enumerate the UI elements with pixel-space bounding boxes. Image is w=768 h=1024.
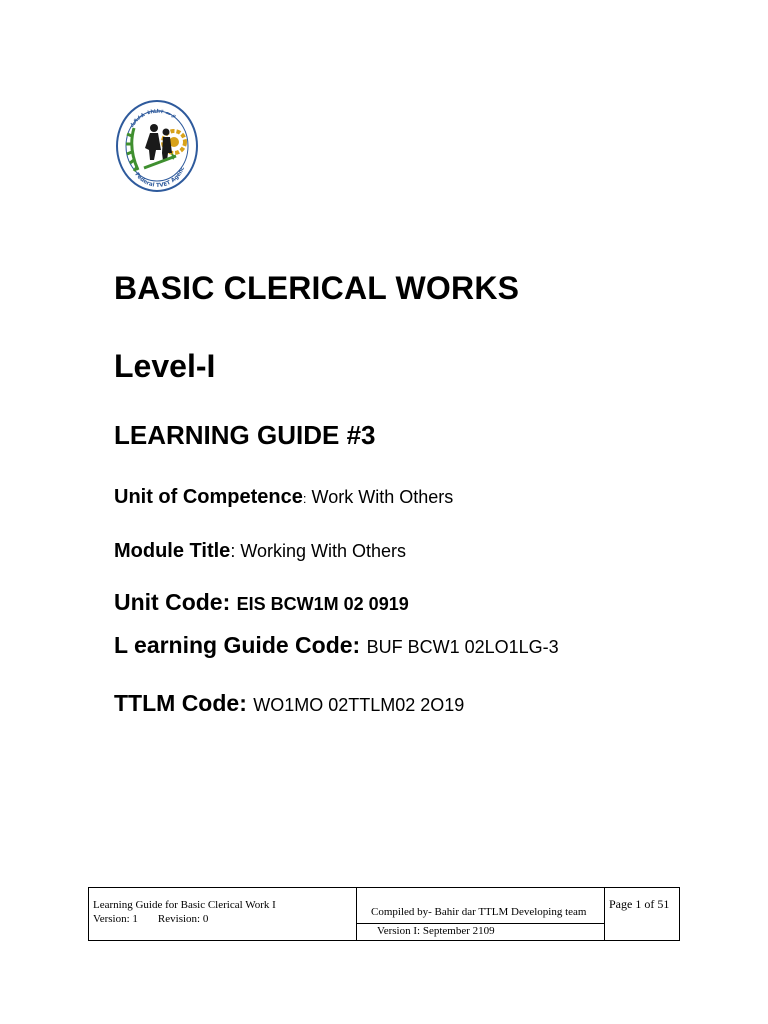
unit-of-competence-row bbox=[114, 486, 453, 509]
ttlm-code-row bbox=[114, 690, 464, 717]
module-title-value: Working With Others bbox=[235, 541, 407, 561]
footer-version-line bbox=[93, 912, 356, 926]
footer-page-cell bbox=[605, 888, 679, 940]
footer-version-date: Version I: September 2109 bbox=[377, 925, 495, 937]
footer-version-date-cell bbox=[357, 924, 605, 940]
footer-compiled-by-cell bbox=[357, 888, 605, 924]
footer-left-cell bbox=[89, 888, 357, 940]
unit-code-value: EIS BCW1M 02 0919 bbox=[236, 594, 409, 614]
page-footer-table bbox=[88, 887, 680, 941]
level-heading: Level-I bbox=[114, 348, 216, 384]
module-title-label: Module Title bbox=[114, 540, 231, 562]
ttlm-code-label: TTLM Code: bbox=[114, 690, 254, 716]
federal-tvet-agency-logo bbox=[114, 98, 200, 194]
page-number: Page 1 of 51 bbox=[609, 897, 670, 911]
unit-of-competence-label: Unit of Competence bbox=[114, 486, 303, 508]
logo-bottom-text: Federal TVET Agenc bbox=[133, 165, 187, 189]
unit-of-competence-value: Work With Others bbox=[306, 487, 454, 507]
logo-top-text: ፌዴራል ቴክኒክና ሙያ bbox=[128, 107, 177, 129]
unit-code-row bbox=[114, 589, 409, 616]
footer-revision: Revision: 0 bbox=[157, 913, 209, 925]
module-title-row bbox=[114, 540, 406, 563]
ttlm-code-value: WO1MO 02TTLM02 2O19 bbox=[253, 695, 465, 715]
document-title: BASIC CLERICAL WORKS bbox=[114, 270, 520, 306]
footer-version: Version: 1 bbox=[93, 913, 138, 925]
learning-guide-code-row bbox=[114, 632, 559, 659]
footer-guide-for: Learning Guide for Basic Clerical Work I bbox=[93, 899, 276, 911]
module-title-colon: : bbox=[230, 541, 236, 561]
unit-of-competence-colon: : bbox=[302, 491, 307, 506]
learning-guide-code-value: BUF BCW1 02LO1LG-3 bbox=[366, 637, 559, 657]
learning-guide-code-label: L earning Guide Code: bbox=[114, 632, 367, 658]
footer-compiled-by: Compiled by- Bahir dar TTLM Developing team bbox=[371, 906, 587, 918]
unit-code-label: Unit Code: bbox=[114, 589, 237, 615]
learning-guide-heading: LEARNING GUIDE #3 bbox=[114, 420, 376, 450]
seal-icon bbox=[114, 98, 200, 194]
